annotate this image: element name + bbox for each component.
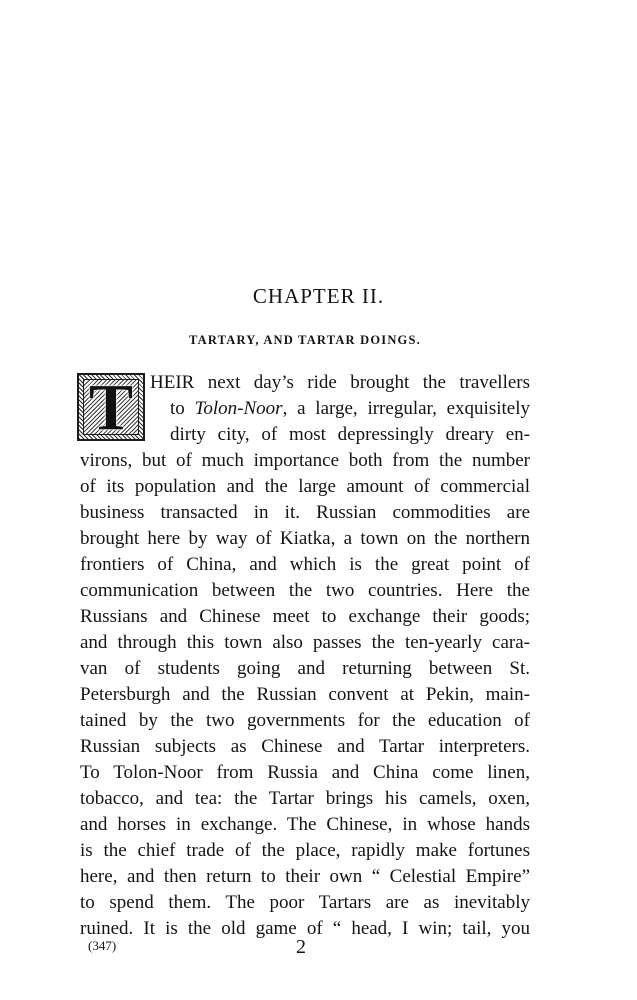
body-line: and through this town also passes the ten-yearly cara-	[80, 632, 530, 653]
body-line: tobacco, and tea: the Tartar brings his camels, oxen,	[80, 788, 530, 809]
body-line: van of students going and returning between St.	[80, 658, 530, 679]
printer-signature: (347)	[88, 938, 117, 953]
dropcap-line-1: HEIR next day’s ride brought the travellers	[150, 372, 530, 393]
body-line: and horses in exchange. The Chinese, in whose hands	[80, 814, 530, 835]
body-line: here, and then return to their own “ Celestial Empire”	[80, 866, 530, 887]
body-line: Russians and Chinese meet to exchange their goods;	[80, 606, 530, 627]
dropcap-letter: T	[88, 373, 134, 441]
body-line: virons, but of much importance both from the number	[80, 450, 530, 471]
body-line: communication between the two countries. Here the	[80, 580, 530, 601]
body-line: business transacted in it. Russian commodities are	[80, 502, 530, 523]
ornamental-dropcap	[77, 373, 145, 441]
body-line: of its population and the large amount of commercial	[80, 476, 530, 497]
body-line: Russian subjects as Chinese and Tartar interpreters.	[80, 736, 530, 757]
body-line: tained by the two governments for the education of	[80, 710, 530, 731]
body-line: is the chief trade of the place, rapidly make fortunes	[80, 840, 530, 861]
body-line: Petersburgh and the Russian convent at Pekin, main-	[80, 684, 530, 705]
body-line: brought here by way of Kiatka, a town on the northern	[80, 528, 530, 549]
body-line: frontiers of China, and which is the great point of	[80, 554, 530, 575]
dropcap-line-3: dirty city, of most depressingly dreary en-	[170, 424, 530, 445]
body-line: to spend them. The poor Tartars are as inevitably	[80, 892, 530, 913]
dropcap-line-2	[170, 398, 530, 420]
dropcap-line-2-text: to Tolon-Noor, a large, irregular, exquisitely	[170, 398, 530, 419]
page-number: 2	[296, 936, 306, 958]
body-line: To Tolon-Noor from Russia and China come linen,	[80, 762, 530, 783]
chapter-title: CHAPTER II.	[252, 284, 385, 308]
chapter-subtitle: TARTARY, AND TARTAR DOINGS.	[189, 333, 421, 347]
body-line: ruined. It is the old game of “ head, I win; tail, you	[80, 918, 530, 939]
italic-place-name: Tolon-Noor	[194, 398, 283, 419]
